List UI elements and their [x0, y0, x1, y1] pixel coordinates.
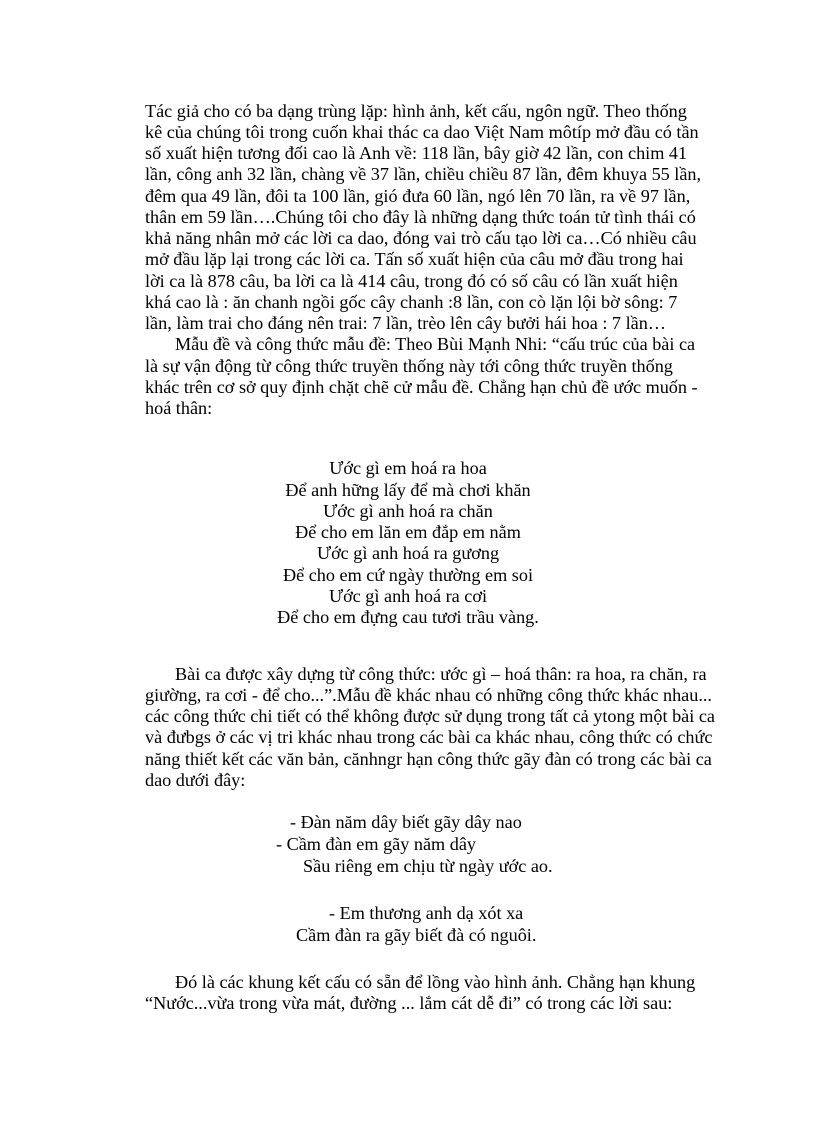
text-line: Mẫu đề và công thức mẫu đề: Theo Bùi Mạnh Nhi: “cấu trúc của bài ca — [175, 334, 696, 354]
text-line: “Nước...vừa trong vừa mát, đường ... lắm cát dễ đi” có trong các lời sau: — [145, 993, 673, 1013]
poem-line: Ước gì anh hoá ra chăn — [323, 501, 493, 521]
poem-line: Để cho em lăn em đắp em nằm — [295, 522, 521, 542]
text-line: lần, làm trai cho đáng nên trai: 7 lần, trèo lên cây bưởi hái hoa : 7 lần… — [145, 313, 666, 333]
text-line: Đó là các khung kết cấu có sẵn để lồng vào hình ảnh. Chẳng hạn khung — [175, 972, 696, 992]
text-line: thân em 59 lần….Chúng tôi cho đây là những dạng thức toán tử tình thái có — [145, 207, 696, 227]
text-line: và đưbgs ở các vị tri khác nhau trong các bài ca khác nhau, công thức có chức — [145, 727, 713, 747]
poem-line: Cầm đàn ra gãy biết đà có nguôi. — [296, 925, 537, 945]
poem-line: Để cho em đựng cau tươi trầu vàng. — [277, 607, 539, 627]
poem-line: Để anh hững lấy để mà chơi khăn — [285, 480, 531, 500]
text-line: năng thiết kết các văn bản, cănhngr hạn công thức gãy đàn có trong các bài ca — [145, 749, 712, 769]
text-line: lời ca là 878 câu, ba lời ca là 414 câu, trong đó có số câu có lần xuất hiện — [145, 271, 678, 291]
text-line: khả năng nhân mở các lời ca dao, đóng vai trò cấu tạo lời ca…Có nhiều câu — [145, 228, 697, 248]
text-line: khác trên cơ sở quy định chặt chẽ cử mẫu đề. Chẳng hạn chủ đề ước muốn - — [145, 377, 698, 397]
text-line: hoá thân: — [145, 398, 213, 418]
poem-line: Ước gì em hoá ra hoa — [329, 458, 487, 478]
text-line: Bài ca được xây dựng từ công thức: ước gì – hoá thân: ra hoa, ra chăn, ra — [175, 664, 707, 684]
text-line: Tác giả cho có ba dạng trùng lặp: hình ảnh, kết cấu, ngôn ngữ. Theo thống — [145, 101, 687, 121]
text-line: số xuất hiện tương đối cao là Anh về: 118 lần, bây giờ 42 lần, con chim 41 — [145, 143, 688, 163]
text-line: dao dưới đây: — [145, 770, 246, 790]
text-line: các công thức chi tiết có thể không được sử dụng trong tất cả ytong một bài ca — [145, 706, 716, 726]
poem-line: Ước gì anh hoá ra cơi — [328, 586, 488, 606]
text-line: là sự vận động từ công thức truyền thống này tới công thức truyền thống — [145, 356, 673, 376]
poem-line: Để cho em cứ ngày thường em soi — [282, 565, 534, 585]
text-line: lần, công anh 32 lần, chàng về 37 lần, chiều chiều 87 lần, đêm khuya 55 lần, — [145, 164, 702, 184]
poem-line: Ước gì anh hoá ra gương — [316, 543, 500, 563]
poem-line: - Cầm đàn em gãy năm dây — [276, 834, 477, 854]
text-line: khá cao là : ăn chanh ngồi gốc cây chanh :8 lần, con cò lặn lội bờ sông: 7 — [145, 292, 678, 312]
poem-line: - Đàn năm dây biết gãy dây nao — [290, 812, 522, 832]
poem-line: Sầu riêng em chịu từ ngày ước ao. — [303, 856, 553, 876]
text-line: giường, ra cơi - để cho...”.Mẫu đề khác nhau có những công thức khác nhau... — [145, 685, 712, 705]
text-line: mở đầu lặp lại trong các lời ca. Tấn số xuất hiện của câu mở đầu trong hai — [145, 249, 684, 269]
poem-line: - Em thương anh dạ xót xa — [329, 903, 524, 923]
text-line: kê của chúng tôi trong cuốn khai thác ca dao Việt Nam môtíp mở đầu có tần — [145, 122, 699, 142]
text-line: đêm qua 49 lần, đôi ta 100 lần, gió đưa 60 lần, ngó lên 70 lần, ra về 97 lần, — [145, 186, 691, 206]
